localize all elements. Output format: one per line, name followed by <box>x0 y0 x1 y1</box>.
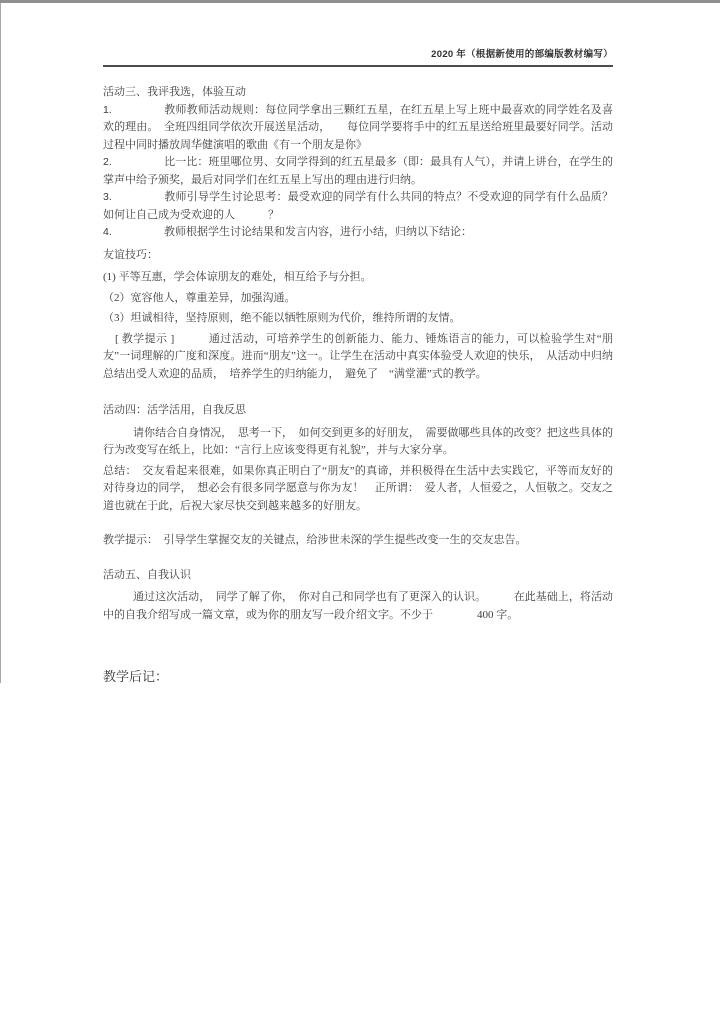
list-item <box>103 269 613 287</box>
subheading <box>103 247 613 265</box>
summary-paragraph <box>103 463 613 516</box>
page-left-border <box>0 3 1 683</box>
paragraph-text: 总结： 交友看起来很难，如果你真正明白了“朋友”的真谛，并积极得在生活中去实践它，平等而友好的对待身边的同学， 想必会有很多同学愿意与你为友！ 正所谓： 爱人者，人恒爱之，人恒敬之。交友之道也就在于此，后祝大家尽快交到越来越多的好朋友。 <box>103 464 613 512</box>
section-heading <box>103 402 613 420</box>
list-number: 3. <box>103 191 112 203</box>
paragraph-text: （3）坦诚相待，坚持原则，绝不能以牺牲原则为代价，维持所谓的友情。 <box>103 312 461 324</box>
numbered-item <box>103 189 613 224</box>
paragraph-text: 教师引导学生讨论思考：最受欢迎的同学有什么共同的特点？不受欢迎的同学有什么品质？如何让自己成为受欢迎的人 ？ <box>103 191 613 221</box>
body-paragraph <box>103 589 613 624</box>
paragraph-list <box>103 67 613 687</box>
list-number: 2. <box>103 156 112 168</box>
document-content <box>103 0 613 687</box>
paragraph-text: 活动三、我评我选，体验互动 <box>103 86 246 98</box>
body-paragraph <box>103 425 613 460</box>
paragraph-text: 教学后记： <box>103 669 169 684</box>
section-heading <box>103 567 613 585</box>
paragraph-text: 教学提示： 引导学生掌握交友的关键点，给涉世未深的学生提些改变一生的交友忠告。 <box>103 534 527 546</box>
document-header <box>103 0 613 67</box>
paragraph-text: 活动五、自我认识 <box>103 568 191 581</box>
paragraph-text: 友谊技巧： <box>103 248 158 261</box>
list-number: 1. <box>103 103 112 116</box>
paragraph-text: 请你结合自身情况， 思考一下， 如何交到更多的好朋友， 需要做哪些具体的改变？把这些具体的行为改变写在纸上，比如：“言行上应该变得更有礼貌”，并与大家分享。 <box>103 426 613 456</box>
list-item <box>103 310 613 328</box>
paragraph-text: 活动四：活学活用，自我反思 <box>103 404 246 416</box>
header-title: 年（根据新使用的部编版教材编写） <box>453 50 613 60</box>
paragraph-text: 教师教师活动规则：每位同学拿出三颗红五星，在红五星上写上班中最喜欢的同学姓名及喜欢的理由。 全班四组同学依次开展送星活动， 每位同学要将手中的红五星送给班里最要好同学。活动过程中同时播放周华健演唱的歌曲《有一个朋友是你》 <box>103 103 613 151</box>
paragraph-text: [ 教学提示 ] 通过活动，可培养学生的创新能力、能力、锤炼语言的能力，可以检验学生对“朋友”一词理解的广度和深度。进而“朋友”这一。让学生在活动中真实体验受人欢迎的快乐， 从活动中归纳总结出受人欢迎的品质， 培养学生的归纳能力， 避免了 “满堂灌”式的教学。 <box>103 332 613 380</box>
paragraph-text: (1) 平等互惠，学会体谅朋友的难处，相互给予与分担。 <box>103 271 372 283</box>
paragraph-text: 比一比：班里哪位男、女同学得到的红五星最多（即：最具有人气），并请上讲台，在学生的掌声中给予颁奖，最后对同学们在红五星上写出的理由进行归纳。 <box>103 156 613 186</box>
numbered-item <box>103 102 613 155</box>
paragraph-text: 教师根据学生讨论结果和发言内容，进行小结，归纳以下结论： <box>164 226 472 238</box>
header-year: 2020 <box>431 49 454 60</box>
teaching-note <box>103 331 613 384</box>
teaching-tip <box>103 532 613 550</box>
postscript-heading <box>103 667 613 687</box>
list-item <box>103 290 613 308</box>
section-heading <box>103 84 613 102</box>
list-number: 4. <box>103 226 112 238</box>
paragraph-text: 通过这次活动， 同学了解了你， 你对自己和同学也有了更深入的认识。 在此基础上，将活动中的自我介绍写成一篇文章，或为你的朋友写一段介绍文字。不少于 400 字。 <box>103 591 613 621</box>
paragraph-text: （2）宽容他人，尊重差异，加强沟通。 <box>103 291 296 304</box>
numbered-item <box>103 224 613 242</box>
numbered-item <box>103 154 613 189</box>
